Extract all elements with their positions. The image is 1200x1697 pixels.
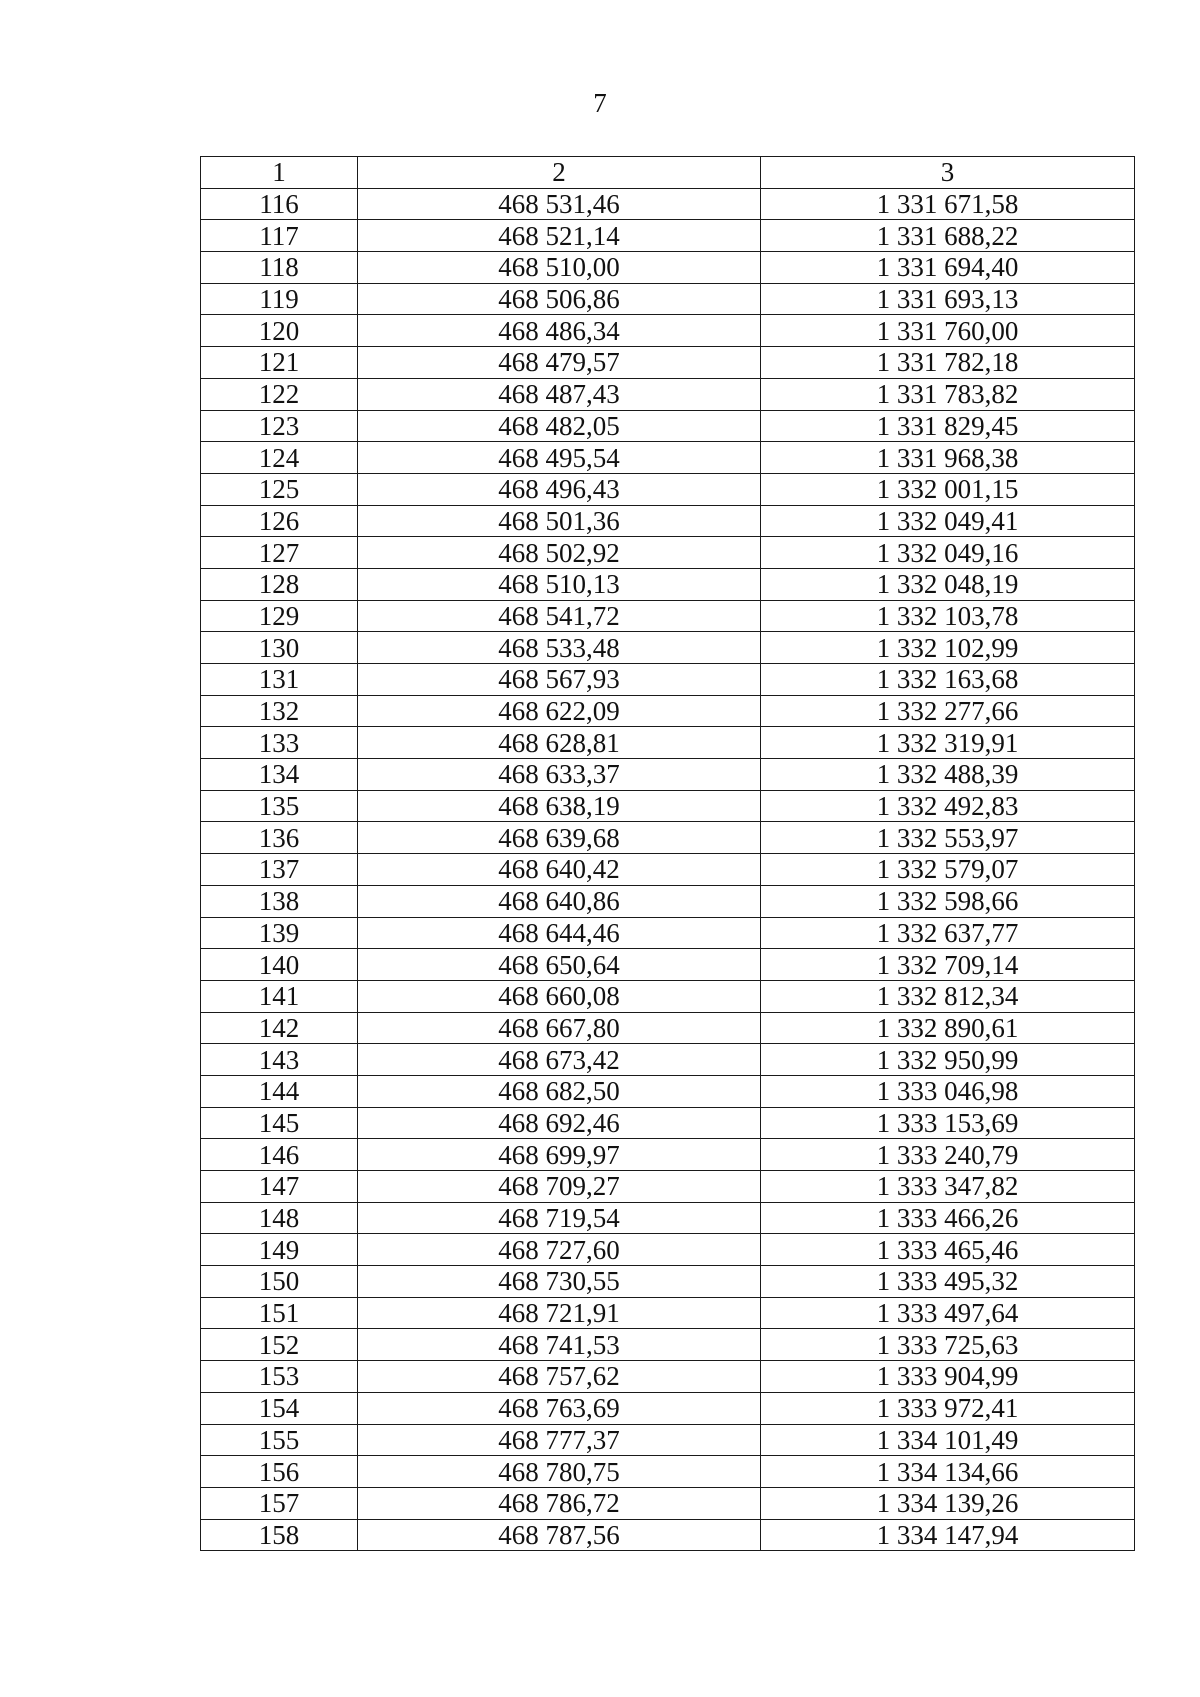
coordinate-x-cell: 468 673,42 [358,1044,761,1076]
point-number-cell: 155 [201,1424,358,1456]
table-row [201,315,1135,347]
coordinate-y-cell: 1 334 147,94 [761,1519,1135,1551]
point-number-cell: 141 [201,980,358,1012]
coordinate-x-cell: 468 486,34 [358,315,761,347]
point-number-cell: 134 [201,759,358,791]
coordinate-x-cell: 468 496,43 [358,473,761,505]
coordinate-x-cell: 468 633,37 [358,759,761,791]
coordinate-x-cell: 468 541,72 [358,600,761,632]
point-number-cell: 124 [201,442,358,474]
table-row [201,759,1135,791]
coordinate-y-cell: 1 333 466,26 [761,1202,1135,1234]
table-row [201,1139,1135,1171]
coordinate-y-cell: 1 332 709,14 [761,949,1135,981]
coordinate-x-cell: 468 786,72 [358,1487,761,1519]
coordinate-x-cell: 468 660,08 [358,980,761,1012]
table-row [201,1519,1135,1551]
point-number-cell: 131 [201,664,358,696]
table-row [201,537,1135,569]
point-number-cell: 127 [201,537,358,569]
point-number-cell: 126 [201,505,358,537]
table-row [201,600,1135,632]
coordinate-y-cell: 1 334 139,26 [761,1487,1135,1519]
coordinate-y-cell: 1 332 001,15 [761,473,1135,505]
coordinates-table [200,156,1135,1551]
coordinate-y-cell: 1 333 497,64 [761,1297,1135,1329]
point-number-cell: 153 [201,1361,358,1393]
coordinate-x-cell: 468 640,86 [358,885,761,917]
coordinate-y-cell: 1 332 812,34 [761,980,1135,1012]
point-number-cell: 156 [201,1456,358,1488]
coordinate-y-cell: 1 332 488,39 [761,759,1135,791]
coordinate-x-cell: 468 521,14 [358,220,761,252]
coordinate-x-cell: 468 531,46 [358,188,761,220]
point-number-cell: 120 [201,315,358,347]
coordinate-y-cell: 1 333 904,99 [761,1361,1135,1393]
table-row [201,980,1135,1012]
table-row [201,727,1135,759]
coordinate-y-cell: 1 333 153,69 [761,1107,1135,1139]
coordinate-y-cell: 1 332 553,97 [761,822,1135,854]
point-number-cell: 128 [201,568,358,600]
coordinate-y-cell: 1 333 465,46 [761,1234,1135,1266]
coordinate-x-cell: 468 567,93 [358,664,761,696]
point-number-cell: 123 [201,410,358,442]
coordinate-y-cell: 1 332 277,66 [761,695,1135,727]
coordinate-y-cell: 1 331 760,00 [761,315,1135,347]
coordinate-x-cell: 468 763,69 [358,1392,761,1424]
header-cell-2: 2 [358,157,761,189]
coordinate-y-cell: 1 332 890,61 [761,1012,1135,1044]
table-row [201,188,1135,220]
coordinate-y-cell: 1 333 725,63 [761,1329,1135,1361]
coordinate-x-cell: 468 487,43 [358,378,761,410]
point-number-cell: 142 [201,1012,358,1044]
coordinate-y-cell: 1 332 492,83 [761,790,1135,822]
point-number-cell: 135 [201,790,358,822]
coordinate-y-cell: 1 333 972,41 [761,1392,1135,1424]
header-cell-1: 1 [201,157,358,189]
table-row [201,347,1135,379]
coordinate-y-cell: 1 332 319,91 [761,727,1135,759]
table-row [201,1075,1135,1107]
coordinate-y-cell: 1 332 163,68 [761,664,1135,696]
table-row [201,220,1135,252]
coordinate-x-cell: 468 699,97 [358,1139,761,1171]
table-row [201,632,1135,664]
coordinate-x-cell: 468 741,53 [358,1329,761,1361]
table-row [201,568,1135,600]
point-number-cell: 148 [201,1202,358,1234]
table-row [201,1456,1135,1488]
table-row [201,822,1135,854]
coordinate-x-cell: 468 667,80 [358,1012,761,1044]
coordinate-y-cell: 1 332 049,41 [761,505,1135,537]
table-row [201,1266,1135,1298]
table-row [201,410,1135,442]
table-row [201,1487,1135,1519]
table-row [201,1361,1135,1393]
coordinate-x-cell: 468 495,54 [358,442,761,474]
table-row [201,1107,1135,1139]
table-row [201,1392,1135,1424]
table-row [201,885,1135,917]
table-row [201,790,1135,822]
point-number-cell: 136 [201,822,358,854]
point-number-cell: 137 [201,854,358,886]
coordinate-x-cell: 468 638,19 [358,790,761,822]
coordinate-x-cell: 468 502,92 [358,537,761,569]
point-number-cell: 116 [201,188,358,220]
coordinate-y-cell: 1 331 783,82 [761,378,1135,410]
coordinate-x-cell: 468 510,13 [358,568,761,600]
table-row [201,252,1135,284]
coordinate-y-cell: 1 331 688,22 [761,220,1135,252]
coordinate-y-cell: 1 331 694,40 [761,252,1135,284]
point-number-cell: 139 [201,917,358,949]
table-row [201,695,1135,727]
coordinate-y-cell: 1 331 829,45 [761,410,1135,442]
point-number-cell: 122 [201,378,358,410]
coordinate-y-cell: 1 332 048,19 [761,568,1135,600]
coordinate-x-cell: 468 622,09 [358,695,761,727]
table-row [201,378,1135,410]
table-row [201,1012,1135,1044]
coordinate-y-cell: 1 332 579,07 [761,854,1135,886]
page-number: 7 [593,88,607,118]
table-row [201,1297,1135,1329]
coordinate-y-cell: 1 331 693,13 [761,283,1135,315]
table-row [201,1202,1135,1234]
point-number-cell: 154 [201,1392,358,1424]
point-number-cell: 130 [201,632,358,664]
coordinate-x-cell: 468 719,54 [358,1202,761,1234]
point-number-cell: 145 [201,1107,358,1139]
coordinate-x-cell: 468 479,57 [358,347,761,379]
table-row [201,473,1135,505]
coordinate-y-cell: 1 332 103,78 [761,600,1135,632]
coordinate-x-cell: 468 650,64 [358,949,761,981]
point-number-cell: 150 [201,1266,358,1298]
coordinate-y-cell: 1 333 240,79 [761,1139,1135,1171]
coordinate-x-cell: 468 757,62 [358,1361,761,1393]
point-number-cell: 140 [201,949,358,981]
point-number-cell: 117 [201,220,358,252]
point-number-cell: 133 [201,727,358,759]
coordinate-x-cell: 468 640,42 [358,854,761,886]
coordinate-x-cell: 468 628,81 [358,727,761,759]
table-row [201,1329,1135,1361]
coordinate-x-cell: 468 780,75 [358,1456,761,1488]
point-number-cell: 143 [201,1044,358,1076]
coordinate-y-cell: 1 333 046,98 [761,1075,1135,1107]
coordinate-y-cell: 1 332 950,99 [761,1044,1135,1076]
point-number-cell: 138 [201,885,358,917]
table-row [201,1044,1135,1076]
table-row [201,854,1135,886]
point-number-cell: 125 [201,473,358,505]
table-row [201,1171,1135,1203]
table-row [201,917,1135,949]
point-number-cell: 129 [201,600,358,632]
coordinate-x-cell: 468 510,00 [358,252,761,284]
coordinate-x-cell: 468 506,86 [358,283,761,315]
point-number-cell: 157 [201,1487,358,1519]
point-number-cell: 152 [201,1329,358,1361]
coordinate-y-cell: 1 334 134,66 [761,1456,1135,1488]
point-number-cell: 119 [201,283,358,315]
table-row [201,283,1135,315]
coordinate-y-cell: 1 332 049,16 [761,537,1135,569]
table-row [201,949,1135,981]
coordinate-x-cell: 468 709,27 [358,1171,761,1203]
coordinate-y-cell: 1 334 101,49 [761,1424,1135,1456]
coordinate-y-cell: 1 333 347,82 [761,1171,1135,1203]
point-number-cell: 151 [201,1297,358,1329]
coordinate-y-cell: 1 331 782,18 [761,347,1135,379]
table-header-row [201,157,1135,189]
coordinate-x-cell: 468 787,56 [358,1519,761,1551]
coordinate-y-cell: 1 331 671,58 [761,188,1135,220]
point-number-cell: 147 [201,1171,358,1203]
coordinate-x-cell: 468 533,48 [358,632,761,664]
table-row [201,1424,1135,1456]
coordinate-y-cell: 1 332 102,99 [761,632,1135,664]
table-row [201,664,1135,696]
point-number-cell: 146 [201,1139,358,1171]
point-number-cell: 158 [201,1519,358,1551]
table-body [201,157,1135,1551]
coordinate-x-cell: 468 721,91 [358,1297,761,1329]
coordinate-x-cell: 468 730,55 [358,1266,761,1298]
coordinate-y-cell: 1 332 598,66 [761,885,1135,917]
coordinate-x-cell: 468 727,60 [358,1234,761,1266]
point-number-cell: 118 [201,252,358,284]
point-number-cell: 121 [201,347,358,379]
table-row [201,505,1135,537]
coordinate-x-cell: 468 692,46 [358,1107,761,1139]
table-row [201,442,1135,474]
coordinate-y-cell: 1 331 968,38 [761,442,1135,474]
point-number-cell: 144 [201,1075,358,1107]
point-number-cell: 132 [201,695,358,727]
coordinate-y-cell: 1 333 495,32 [761,1266,1135,1298]
table-row [201,1234,1135,1266]
header-cell-3: 3 [761,157,1135,189]
coordinate-x-cell: 468 501,36 [358,505,761,537]
coordinate-x-cell: 468 682,50 [358,1075,761,1107]
point-number-cell: 149 [201,1234,358,1266]
coordinate-y-cell: 1 332 637,77 [761,917,1135,949]
coordinate-x-cell: 468 644,46 [358,917,761,949]
coordinate-x-cell: 468 482,05 [358,410,761,442]
coordinate-x-cell: 468 639,68 [358,822,761,854]
coordinate-x-cell: 468 777,37 [358,1424,761,1456]
